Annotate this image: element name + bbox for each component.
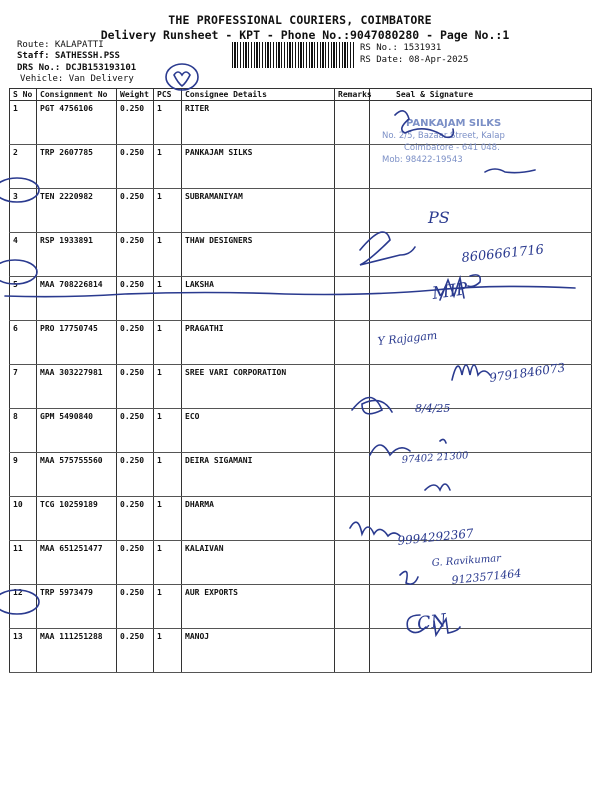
cell-remarks — [335, 453, 370, 497]
company-stamp — [382, 118, 552, 166]
cell-remarks — [335, 101, 370, 145]
cell-sno: 7 — [10, 365, 37, 409]
table-row — [10, 409, 592, 453]
cell-signature — [370, 453, 592, 497]
route-text: Route: KALAPATTI — [17, 40, 104, 50]
cell-remarks — [335, 409, 370, 453]
cell-remarks — [335, 497, 370, 541]
handwritten-initials: PS — [428, 208, 450, 227]
cell-consignment-no: TRP 2607785 — [37, 145, 117, 189]
table-row — [10, 497, 592, 541]
cell-consignment-no: RSP 1933891 — [37, 233, 117, 277]
cell-weight: 0.250 — [117, 365, 154, 409]
cell-sno: 6 — [10, 321, 37, 365]
drs-number: DRS No.: DCJB153193101 — [17, 63, 137, 73]
cell-weight: 0.250 — [117, 541, 154, 585]
cell-consignment-no: TRP 5973479 — [37, 585, 117, 629]
runsheet-table — [9, 88, 592, 673]
cell-sno: 10 — [10, 497, 37, 541]
cell-consignment-no: TEN 2220982 — [37, 189, 117, 233]
cell-signature — [370, 189, 592, 233]
cell-consignment-no: MAA 111251288 — [37, 629, 117, 673]
table-row — [10, 277, 592, 321]
cell-remarks — [335, 145, 370, 189]
cell-pcs: 1 — [154, 101, 182, 145]
handwritten-date: 8/4/25 — [415, 402, 451, 415]
cell-signature — [370, 233, 592, 277]
col-remarks: Remarks — [335, 89, 370, 101]
handwritten-phone: 9994292367 — [396, 526, 475, 548]
cell-sno: 8 — [10, 409, 37, 453]
handwritten-phone: 9791846073 — [488, 360, 567, 385]
stamp-line: PANKAJAM SILKS — [406, 118, 502, 129]
barcode — [232, 42, 354, 68]
cell-sno: 4 — [10, 233, 37, 277]
cell-sno: 11 — [10, 541, 37, 585]
cell-pcs: 1 — [154, 277, 182, 321]
rs-number: RS No.: 1531931 — [360, 43, 442, 53]
cell-remarks — [335, 189, 370, 233]
cell-remarks — [335, 365, 370, 409]
cell-consignment-no: TCG 10259189 — [37, 497, 117, 541]
stamp-line: Mob: 98422-19543 — [382, 155, 463, 165]
cell-signature — [370, 585, 592, 629]
cell-remarks — [335, 277, 370, 321]
cell-consignee: DEIRA SIGAMANI — [182, 453, 335, 497]
cell-consignee: MANOJ — [182, 629, 335, 673]
cell-weight: 0.250 — [117, 453, 154, 497]
cell-pcs: 1 — [154, 365, 182, 409]
cell-remarks — [335, 233, 370, 277]
cell-pcs: 1 — [154, 541, 182, 585]
cell-consignment-no: MAA 575755560 — [37, 453, 117, 497]
table-row — [10, 629, 592, 673]
handwritten-initials: CN — [415, 610, 448, 635]
cell-pcs: 1 — [154, 497, 182, 541]
cell-consignee: PRAGATHI — [182, 321, 335, 365]
cell-consignee: AUR EXPORTS — [182, 585, 335, 629]
cell-consignee: THAW DESIGNERS — [182, 233, 335, 277]
stamp-line: No. 2/5, Bazaar Street, Kalap — [382, 131, 505, 141]
cell-weight: 0.250 — [117, 585, 154, 629]
cell-weight: 0.250 — [117, 145, 154, 189]
table-row — [10, 233, 592, 277]
staff-text: Staff: SATHESSH.PSS — [17, 51, 120, 61]
cell-sno: 9 — [10, 453, 37, 497]
cell-consignee: LAKSHA — [182, 277, 335, 321]
stamp-line: Coimbatore - 641 048. — [404, 143, 500, 153]
table-row — [10, 189, 592, 233]
table-row — [10, 453, 592, 497]
cell-consignment-no: PGT 4756106 — [37, 101, 117, 145]
handwritten-initials: MIP — [430, 279, 469, 304]
vehicle-text: Vehicle: Van Delivery — [20, 74, 134, 84]
cell-consignment-no: MAA 303227981 — [37, 365, 117, 409]
heart-doodle — [166, 64, 198, 90]
cell-signature — [370, 409, 592, 453]
cell-weight: 0.250 — [117, 277, 154, 321]
cell-weight: 0.250 — [117, 321, 154, 365]
cell-pcs: 1 — [154, 453, 182, 497]
runsheet-subtitle: Delivery Runsheet - KPT - Phone No.:9047080280 - Page No.:1 — [100, 28, 510, 42]
col-signature: Seal & Signature — [370, 89, 592, 101]
cell-remarks — [335, 585, 370, 629]
cell-sno: 13 — [10, 629, 37, 673]
col-sno: S No — [10, 89, 37, 101]
cell-sno: 2 — [10, 145, 37, 189]
cell-signature — [370, 629, 592, 673]
handwritten-phone: 9123571464 — [450, 566, 522, 587]
cell-sno: 1 — [10, 101, 37, 145]
cell-signature — [370, 541, 592, 585]
cell-pcs: 1 — [154, 321, 182, 365]
cell-pcs: 1 — [154, 629, 182, 673]
cell-signature — [370, 277, 592, 321]
cell-consignment-no: GPM 5490840 — [37, 409, 117, 453]
cell-consignment-no: MAA 708226814 — [37, 277, 117, 321]
col-weight: Weight — [117, 89, 154, 101]
col-consignment: Consignment No — [37, 89, 117, 101]
cell-signature — [370, 365, 592, 409]
cell-remarks — [335, 629, 370, 673]
cell-signature — [370, 497, 592, 541]
rs-date: RS Date: 08-Apr-2025 — [360, 55, 469, 65]
table-row — [10, 321, 592, 365]
cell-remarks — [335, 541, 370, 585]
cell-weight: 0.250 — [117, 497, 154, 541]
table-row — [10, 365, 592, 409]
cell-weight: 0.250 — [117, 233, 154, 277]
handwritten-phone: 8606661716 — [460, 242, 545, 266]
cell-signature — [370, 321, 592, 365]
cell-consignee: SUBRAMANIYAM — [182, 189, 335, 233]
cell-pcs: 1 — [154, 233, 182, 277]
cell-pcs: 1 — [154, 145, 182, 189]
cell-pcs: 1 — [154, 409, 182, 453]
heart-doodle — [174, 72, 190, 86]
cell-consignment-no: PRO 17750745 — [37, 321, 117, 365]
cell-pcs: 1 — [154, 585, 182, 629]
cell-consignee: KALAIVAN — [182, 541, 335, 585]
cell-consignee: RITER — [182, 101, 335, 145]
cell-consignment-no: MAA 651251477 — [37, 541, 117, 585]
table-row — [10, 541, 592, 585]
cell-consignee: ECO — [182, 409, 335, 453]
col-pcs: PCS — [154, 89, 182, 101]
cell-weight: 0.250 — [117, 189, 154, 233]
cell-sno: 3 — [10, 189, 37, 233]
cell-sno: 12 — [10, 585, 37, 629]
cell-consignee: DHARMA — [182, 497, 335, 541]
handwritten-name: G. Ravikumar — [431, 553, 502, 569]
col-consignee: Consignee Details — [182, 89, 335, 101]
handwritten-phone: 97402 21300 — [401, 450, 469, 466]
cell-weight: 0.250 — [117, 409, 154, 453]
cell-weight: 0.250 — [117, 629, 154, 673]
cell-weight: 0.250 — [117, 101, 154, 145]
cell-pcs: 1 — [154, 189, 182, 233]
cell-consignee: SREE VARI CORPORATION — [182, 365, 335, 409]
cell-consignee: PANKAJAM SILKS — [182, 145, 335, 189]
company-title: THE PROFESSIONAL COURIERS, COIMBATORE — [168, 13, 432, 27]
table-row — [10, 585, 592, 629]
cell-sno: 5 — [10, 277, 37, 321]
table-header-row — [10, 89, 592, 101]
cell-remarks — [335, 321, 370, 365]
handwritten-name: Y Rajagam — [376, 328, 438, 348]
